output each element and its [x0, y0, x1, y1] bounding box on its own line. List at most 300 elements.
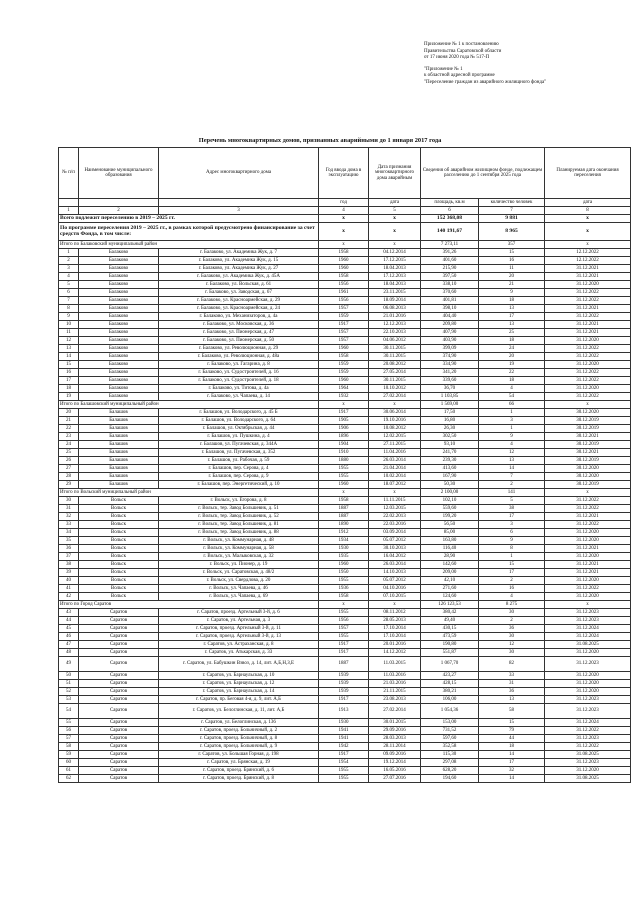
table-row: [59, 593, 631, 601]
row-address: г. Вольск, ул. Коммунарная, д. 48: [159, 537, 319, 545]
row-municipality: Балашов: [79, 417, 159, 425]
row-num: 50: [59, 672, 79, 680]
row-num: 36: [59, 545, 79, 553]
colnum-cell: 6: [421, 207, 479, 215]
row-num: 5: [59, 281, 79, 289]
row-num: 49: [59, 657, 79, 672]
row-year: 1939: [319, 680, 369, 688]
row-municipality: Балаково: [79, 353, 159, 361]
table-row: [59, 385, 631, 393]
table-row: [59, 704, 631, 719]
row-year: 1960: [319, 265, 369, 273]
row-year: 1890: [319, 521, 369, 529]
row-address: г. Балаково, ул. Революционная, д. 48а: [159, 353, 319, 361]
row-address: г. Балаково, ул. Вольская, д. 61: [159, 281, 319, 289]
group-total-x2: x: [369, 601, 421, 609]
row-people: 17: [479, 313, 545, 321]
row-people: 31: [479, 680, 545, 688]
row-municipality: Саратов: [79, 727, 159, 735]
group-total-row: [59, 601, 631, 609]
total-x: x: [545, 215, 631, 223]
row-date-emergency: 03.09.2014: [369, 529, 421, 537]
row-num: 3: [59, 265, 79, 273]
group-total-x2: x: [369, 489, 421, 497]
row-year: 1887: [319, 657, 369, 672]
row-num: 25: [59, 449, 79, 457]
row-planned-date: 31.12.2021: [545, 321, 631, 329]
row-people: 15: [479, 719, 545, 727]
group-total-area: 1 569,00: [421, 401, 479, 409]
row-num: 31: [59, 505, 79, 513]
row-year: 1942: [319, 743, 369, 751]
row-planned-date: 31.12.2020: [545, 688, 631, 696]
header-line: Приложение № 1 к постановлению: [424, 42, 499, 47]
row-num: 56: [59, 727, 79, 735]
table-row: [59, 417, 631, 425]
row-area: 241,70: [421, 449, 479, 457]
program-x: x: [545, 223, 631, 241]
row-year: 1939: [319, 672, 369, 680]
row-planned-date: 31.12.2022: [545, 297, 631, 305]
row-people: 20: [479, 273, 545, 281]
row-municipality: Балашов: [79, 473, 159, 481]
row-date-emergency: 11.03.2016: [369, 672, 421, 680]
table-row: [59, 361, 631, 369]
row-year: 1957: [319, 329, 369, 337]
row-municipality: Саратов: [79, 680, 159, 688]
row-planned-date: 31.12.2020: [545, 649, 631, 657]
row-municipality: Саратов: [79, 609, 159, 617]
row-year: 1954: [319, 759, 369, 767]
row-year: 1910: [319, 449, 369, 457]
row-date-emergency: 19.12.2014: [369, 759, 421, 767]
row-people: 4: [479, 593, 545, 601]
row-people: 33: [479, 672, 545, 680]
row-people: 9: [479, 537, 545, 545]
row-year: 1950: [319, 569, 369, 577]
row-area: 36,70: [421, 385, 479, 393]
row-area: 407,90: [421, 329, 479, 337]
row-date-emergency: 17.10.2014: [369, 625, 421, 633]
row-date-emergency: 30.11.2015: [369, 377, 421, 385]
table-row: [59, 249, 631, 257]
row-address: г. Балаково, ул. Титова, д. 4а: [159, 385, 319, 393]
row-address: г. Балаково, ул. Пионерская, д. 50: [159, 337, 319, 345]
table-row: [59, 457, 631, 465]
row-address: г. Балаково, ул. Революционная, д. 29: [159, 345, 319, 353]
row-address: г. Балашов, ул. Рабочая, д. 59: [159, 457, 319, 465]
row-municipality: Балашов: [79, 441, 159, 449]
row-date-emergency: 11.03.2015: [369, 657, 421, 672]
row-planned-date: 30.12.2021: [545, 433, 631, 441]
row-area: 239,30: [421, 457, 479, 465]
row-year: 1955: [319, 775, 369, 783]
row-planned-date: 31.12.2022: [545, 289, 631, 297]
table-row: [59, 625, 631, 633]
row-date-emergency: 17.12.2013: [369, 273, 421, 281]
row-municipality: Саратов: [79, 657, 159, 672]
row-num: 59: [59, 751, 79, 759]
row-address: г. Балаково, ул. Академика Жук, д. 27: [159, 265, 319, 273]
row-people: 16: [479, 585, 545, 593]
row-date-emergency: 22.10.2013: [369, 329, 421, 337]
row-num: 48: [59, 649, 79, 657]
group-total-row: [59, 489, 631, 497]
table-header-row: [59, 148, 631, 199]
row-municipality: Вольск: [79, 569, 159, 577]
row-area: 338,10: [421, 281, 479, 289]
houses-table: [58, 147, 631, 783]
row-year: 1961: [319, 289, 369, 297]
row-num: 34: [59, 529, 79, 537]
group-total-x2: x: [369, 241, 421, 249]
row-people: 82: [479, 657, 545, 672]
row-year: 1906: [319, 425, 369, 433]
row-people: 11: [479, 265, 545, 273]
row-date-emergency: 21.03.2016: [369, 680, 421, 688]
table-row: [59, 433, 631, 441]
row-num: 57: [59, 735, 79, 743]
group-total-row: [59, 241, 631, 249]
row-year: 1956: [319, 281, 369, 289]
row-year: 1957: [319, 625, 369, 633]
subheader-cell: дата: [545, 199, 631, 207]
row-area: 124,60: [421, 593, 479, 601]
row-municipality: Вольск: [79, 505, 159, 513]
column-number-row: [59, 207, 631, 215]
colnum-cell: 8: [545, 207, 631, 215]
total-area: 152 368,08: [421, 215, 479, 223]
table-row: [59, 257, 631, 265]
row-people: 13: [479, 305, 545, 313]
table-row: [59, 313, 631, 321]
colnum-cell: 1: [59, 207, 79, 215]
row-date-emergency: 28.11.2014: [369, 743, 421, 751]
group-total-label: Итого по Город Саратов: [59, 601, 319, 609]
row-municipality: Вольск: [79, 513, 159, 521]
row-address: г. Балаково, ул. Академика Жук, д. 15: [159, 257, 319, 265]
row-area: 194,60: [421, 775, 479, 783]
row-people: 3: [479, 521, 545, 529]
row-address: г. Саратов, ул. Барнаульская, д. 10: [159, 672, 319, 680]
row-area: 116,40: [421, 545, 479, 553]
row-people: 18: [479, 337, 545, 345]
row-municipality: Балашов: [79, 465, 159, 473]
row-people: 3: [479, 417, 545, 425]
row-address: г. Балашов, пер. Энергетический, д. 10: [159, 481, 319, 489]
row-num: 26: [59, 457, 79, 465]
row-municipality: Вольск: [79, 521, 159, 529]
row-date-emergency: 27.07.2016: [369, 775, 421, 783]
row-municipality: Балаково: [79, 393, 159, 401]
row-address: г. Вольск, ул. Свердлова, д. 20: [159, 577, 319, 585]
table-row: [59, 743, 631, 751]
row-year: 1930: [319, 719, 369, 727]
table-row: [59, 577, 631, 585]
row-num: 16: [59, 369, 79, 377]
row-people: 9: [479, 433, 545, 441]
row-address: г. Вольск, тер. Завод Большевик, д. 52: [159, 513, 319, 521]
row-address: г. Балаково, ул. Механизаторов, д. 4а: [159, 313, 319, 321]
row-planned-date: 31.12.2022: [545, 369, 631, 377]
row-num: 14: [59, 353, 79, 361]
group-total-x1: x: [319, 489, 369, 497]
subheader-cell: дата: [369, 199, 421, 207]
row-date-emergency: 11.04.2016: [369, 449, 421, 457]
row-num: 24: [59, 441, 79, 449]
row-planned-date: 31.12.2022: [545, 345, 631, 353]
row-planned-date: 31.12.2020: [545, 767, 631, 775]
row-address: г. Балашов, ул. Володарского, д. 45 Б: [159, 409, 319, 417]
row-planned-date: 31.12.2021: [545, 545, 631, 553]
row-year: 1960: [319, 257, 369, 265]
row-municipality: Балаково: [79, 321, 159, 329]
row-num: 44: [59, 617, 79, 625]
row-municipality: Вольск: [79, 545, 159, 553]
row-area: 16,80: [421, 417, 479, 425]
row-people: 36: [479, 688, 545, 696]
row-municipality: Балаково: [79, 249, 159, 257]
row-municipality: Балаково: [79, 313, 159, 321]
table-row: [59, 649, 631, 657]
row-area: 423,27: [421, 672, 479, 680]
table-row: [59, 273, 631, 281]
row-year: 1936: [319, 585, 369, 593]
row-date-emergency: 04.10.2016: [369, 585, 421, 593]
row-num: 27: [59, 465, 79, 473]
row-area: 163,80: [421, 537, 479, 545]
table-row: [59, 561, 631, 569]
row-area: 1 103,85: [421, 393, 479, 401]
row-date-emergency: 14.12.2012: [369, 649, 421, 657]
colnum-cell: 7: [479, 207, 545, 215]
row-area: 142,60: [421, 561, 479, 569]
table-row: [59, 393, 631, 401]
row-municipality: Саратов: [79, 767, 159, 775]
row-year: 1959: [319, 369, 369, 377]
row-year: 1917: [319, 409, 369, 417]
row-people: 13: [479, 457, 545, 465]
row-num: 53: [59, 696, 79, 704]
table-row: [59, 537, 631, 545]
row-date-emergency: 05.07.2012: [369, 577, 421, 585]
row-people: 13: [479, 321, 545, 329]
row-planned-date: 31.12.2022: [545, 521, 631, 529]
table-row: [59, 545, 631, 553]
row-address: г. Саратов, проезд. Брянский, д. 6: [159, 767, 319, 775]
row-area: 115,30: [421, 751, 479, 759]
row-area: 397,50: [421, 273, 479, 281]
table-row: [59, 337, 631, 345]
row-num: 42: [59, 593, 79, 601]
row-num: 60: [59, 759, 79, 767]
group-total-area: 2 100,00: [421, 489, 479, 497]
program-area: 140 191,67: [421, 223, 479, 241]
row-area: 199,20: [421, 513, 479, 521]
row-address: г. Саратов, проезд. Больничный, д. 9: [159, 743, 319, 751]
row-num: 12: [59, 337, 79, 345]
row-date-emergency: 09.09.2016: [369, 751, 421, 759]
row-municipality: Саратов: [79, 743, 159, 751]
row-municipality: Саратов: [79, 735, 159, 743]
header-line: к областной адресной программе: [424, 73, 495, 79]
row-num: 55: [59, 719, 79, 727]
row-planned-date: 30.12.2019: [545, 417, 631, 425]
total-row: [59, 215, 631, 223]
table-row: [59, 767, 631, 775]
row-date-emergency: 20.08.2012: [369, 361, 421, 369]
row-num: 33: [59, 521, 79, 529]
row-area: 551,87: [421, 649, 479, 657]
group-total-area: 126 123,53: [421, 601, 479, 609]
row-planned-date: 30.12.2021: [545, 449, 631, 457]
table-row: [59, 521, 631, 529]
row-year: 1958: [319, 353, 369, 361]
col-planned-date-header: Планируемая дата окончания переселения: [545, 148, 631, 199]
row-municipality: Балашов: [79, 425, 159, 433]
row-date-emergency: 06.08.2013: [369, 305, 421, 313]
row-year: 1959: [319, 361, 369, 369]
row-municipality: Вольск: [79, 577, 159, 585]
row-planned-date: 30.12.2019: [545, 481, 631, 489]
row-area: 1 067,70: [421, 657, 479, 672]
row-planned-date: 31.12.2022: [545, 313, 631, 321]
row-area: 334,90: [421, 361, 479, 369]
row-num: 58: [59, 743, 79, 751]
group-total-x1: x: [319, 241, 369, 249]
row-municipality: Вольск: [79, 553, 159, 561]
row-area: 374,90: [421, 353, 479, 361]
row-area: 413,60: [421, 465, 479, 473]
row-planned-date: 31.12.2020: [545, 385, 631, 393]
row-people: 32: [479, 767, 545, 775]
row-municipality: Балаково: [79, 273, 159, 281]
row-date-emergency: 26.03.2014: [369, 561, 421, 569]
table-row: [59, 289, 631, 297]
row-num: 11: [59, 329, 79, 337]
table-row: [59, 321, 631, 329]
row-year: 1955: [319, 577, 369, 585]
row-year: 1941: [319, 735, 369, 743]
program-x: x: [369, 223, 421, 241]
col-year-header: Год ввода дома в эксплуатацию: [319, 148, 369, 199]
row-people: 9: [479, 289, 545, 297]
table-row: [59, 473, 631, 481]
group-total-x1: x: [319, 401, 369, 409]
row-planned-date: 31.12.2022: [545, 727, 631, 735]
row-num: 62: [59, 775, 79, 783]
row-people: 17: [479, 759, 545, 767]
row-people: 14: [479, 775, 545, 783]
row-address: г. Вольск, тер. Завод Большевик, д. 88: [159, 529, 319, 537]
row-address: г. Балаково, ул. Академика Жук, д. 7: [159, 249, 319, 257]
row-planned-date: 31.12.2022: [545, 743, 631, 751]
row-num: 28: [59, 473, 79, 481]
row-num: 40: [59, 577, 79, 585]
row-area: 473,59: [421, 633, 479, 641]
row-planned-date: 30.12.2019: [545, 441, 631, 449]
group-total-label: Итого по Вольский муниципальный район: [59, 489, 319, 497]
row-planned-date: 31.12.2021: [545, 329, 631, 337]
row-num: 21: [59, 417, 79, 425]
table-row: [59, 529, 631, 537]
row-area: 428,15: [421, 680, 479, 688]
row-municipality: Вольск: [79, 497, 159, 505]
row-municipality: Балашов: [79, 457, 159, 465]
table-row: [59, 281, 631, 289]
row-year: 1917: [319, 751, 369, 759]
row-address: г. Саратов, проезд. Артельный 3-й, д. 6: [159, 609, 319, 617]
row-planned-date: 31.12.2023: [545, 696, 631, 704]
row-address: г. Саратов, ул. Большая Горная, д. 198: [159, 751, 319, 759]
row-planned-date: 31.12.2020: [545, 361, 631, 369]
colnum-cell: 2: [79, 207, 159, 215]
total-label: Всего подлежит переселению в 2019 – 2025 гг.: [59, 215, 319, 223]
row-address: г. Балаково, ул. Чапаева, д. 14: [159, 393, 319, 401]
row-address: г. Саратов, ул. Барнаульская, д. 14: [159, 688, 319, 696]
row-planned-date: 31.12.2024: [545, 633, 631, 641]
table-row: [59, 751, 631, 759]
row-area: 28,90: [421, 553, 479, 561]
row-date-emergency: 23.08.2013: [369, 696, 421, 704]
row-address: г. Балаково, ул. Судостроителей, д. 18: [159, 377, 319, 385]
subheader-cell: год: [319, 199, 369, 207]
group-total-label: Итого по Балашовский муниципальный район: [59, 401, 319, 409]
row-year: 1958: [319, 273, 369, 281]
row-area: 50,30: [421, 481, 479, 489]
row-people: 19: [479, 361, 545, 369]
row-people: 4: [479, 441, 545, 449]
row-area: 1 054,36: [421, 704, 479, 719]
table-row: [59, 617, 631, 625]
row-address: г. Саратов, пр. Беговая 4-я, д. 9, лит. А,Б: [159, 696, 319, 704]
row-municipality: Саратов: [79, 641, 159, 649]
row-municipality: Балаково: [79, 281, 159, 289]
table-row: [59, 585, 631, 593]
row-people: 18: [479, 297, 545, 305]
row-people: 44: [479, 735, 545, 743]
row-planned-date: 30.12.2020: [545, 473, 631, 481]
row-num: 41: [59, 585, 79, 593]
row-date-emergency: 23.11.2015: [369, 289, 421, 297]
table-row: [59, 265, 631, 273]
row-num: 2: [59, 257, 79, 265]
row-planned-date: 31.12.2021: [545, 561, 631, 569]
row-area: 215,90: [421, 265, 479, 273]
table-row: [59, 735, 631, 743]
row-year: 1880: [319, 457, 369, 465]
row-municipality: Саратов: [79, 696, 159, 704]
col-address-header: Адрес многоквартирного дома: [159, 148, 319, 199]
row-municipality: Вольск: [79, 593, 159, 601]
table-row: [59, 425, 631, 433]
row-planned-date: 12.12.2022: [545, 249, 631, 257]
row-planned-date: 31.12.2021: [545, 273, 631, 281]
row-municipality: Саратов: [79, 704, 159, 719]
row-municipality: Саратов: [79, 617, 159, 625]
row-municipality: Балаково: [79, 289, 159, 297]
table-row: [59, 377, 631, 385]
row-num: 52: [59, 688, 79, 696]
group-total-x3: x: [545, 401, 631, 409]
row-planned-date: 31.08.2025: [545, 751, 631, 759]
row-date-emergency: 22.02.2013: [369, 513, 421, 521]
row-area: 209,00: [421, 569, 479, 577]
row-year: 1930: [319, 545, 369, 553]
row-area: 297,08: [421, 759, 479, 767]
row-date-emergency: 12.12.2013: [369, 321, 421, 329]
row-address: г. Балаково, ул. Московская, д. 36: [159, 321, 319, 329]
